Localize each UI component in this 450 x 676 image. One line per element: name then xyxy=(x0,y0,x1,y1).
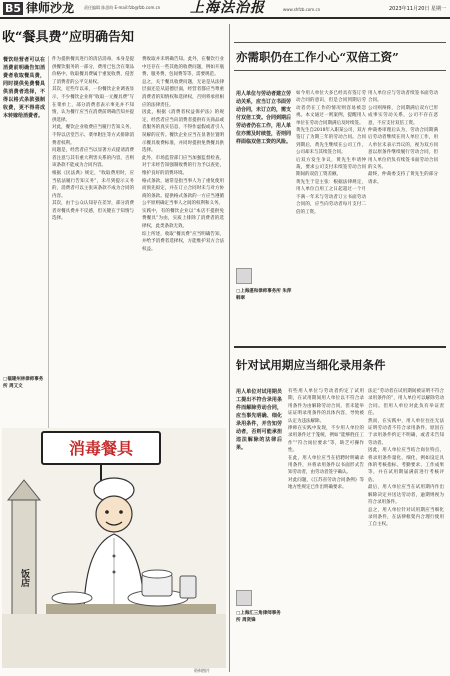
newspaper-name: 上海法治报 xyxy=(190,0,265,16)
article2-column-2: 用人单位应与劳动者续签书面劳动合同。 公司则辩称，合同期满后双方已形成事实劳动关系，公司不存在恶意，不应支付双倍工资。 仲裁委审理后认为，劳动合同期满后劳动者继续在用人单位工作，用人单位未表示异议的，视为双方同意以原条件继续履行劳动合同，但用人单位仍负有续签书面劳动合同的义务。 最终，仲裁委支持了黄先生的部分请求。 xyxy=(368,91,438,185)
editor-info: 责任编辑 陈思昀 E-mail:fzb@fzb.com.cn xyxy=(84,5,161,10)
sign-text: 消毒餐具 xyxy=(68,439,134,458)
article3-byline: □上海汇三角律师事务所 周贤锋 xyxy=(236,611,281,623)
article3-lead: 用人单位对试用期员工提出不符合录用条件而解除劳动合同，应当事先明确、细化录用条件，并告知劳动者，否则可能承担违法解除的法律后果。 xyxy=(236,389,282,451)
lead-divider xyxy=(48,56,49,428)
article1-column-1: 件为提供餐具进行的清洁消毒，本身是提供餐饮服务的一部分，费用已包含在菜品价格中。收取餐具费属于重复收费，侵害了消费者的公平交易权。 其次，近些年以来，一份餐饮企业调查显示，不少餐饮企业将“收取一元餐具费”写在菜单上，部分消费者表示事先并不知情，认为餐厅应当在消费前明确告知并提供选择。 对此，餐饮企业收费应当履行告知义务，不得以店堂告示、菜单附注等方式排除消费者权利。 问题是，经营者应当以显著方式提请消费者注意与其有重大利害关系的内容，否则该条款不能成为合同内容。 根据《民法典》规定，“收取费用时，应当依法履行告知义务”，未尽到提示义务的，消费者可以主张该条款不成为合同的内容。 其次，由于公众认知存在差异，部分消费者对餐具费并不反感，但关键在于知情与选择。 xyxy=(52,57,134,222)
article2-column-1: 如今用人单位大多已经具有签订劳动合同的意识，但是合同到期后劳动者仍在工作的情况则容易被忽视。本文通过一则案例，提醒用人单位在劳动合同期满后及时续签。 黄先生自2018年入职某公司，双方签订了为期三年的劳动合同。合同到期后，黄先生继续在公司工作，公司却未与其续签合同。 后双方发生争议，黄先生申请仲裁，要求公司支付未续签劳动合同期间的双倍工资差额。 黄先生于是主张：根据法律规定，用人单位自用工之日起超过一个月不满一年未与劳动者订立书面劳动合同的，应当向劳动者每月支付二倍的工资。 xyxy=(296,91,366,215)
article1-column-2: 费收取并未明确告知。此外，在餐饮行业中还存在一些其他的收费问题，例如开瓶费、服务费、包间费等等，需要规范。 总之，关于餐具收费问题，无论是从法律层面还是从道德层面，经营者都应当尊重消费者的知情权和选择权，否则将承担相应的法律责任。 因此，根据《消费者权益保护法》的规定，经营者应当向消费者提供有关商品或者服务的真实信息，不得作虚假或者引人误解的宣传。餐饮企业应当在显著位置明示餐具收费标准，并同时提供免费餐具供选择。 此外，市场监管部门应当加强监督检查，对于未经告知强制收费的行为予以查处，维护良好的消费环境。 格式条款，通常是指当事人为了重复使用而预先拟定，并在订立合同时未与对方协商的条款。提供格式条款的一方应当遵循公平原则确定当事人之间的权利和义务。 实践中，有的餐饮企业以“本店不提供免费餐具”为由，实质上排除了消费者的选择权，此类条款无效。 综上所述，收取“餐具费”应当明确告知，并给予消费者选择权，方能维护双方合法权益。 xyxy=(142,57,224,252)
article3-column-2: 法定“劳动者在试用期间被证明不符合录用条件的”，用人单位可以解除劳动合同。但用人单位对此负有举证责任。 然而，在实践中，用人单位往往无法证明劳动者不符合录用条件，原因在于录用条件约定不明确，或者未告知劳动者。 因此，用人单位应当结合岗位特点，将录用条件量化、细化，例如设定具体的考核指标、考勤要求、工作成果等，并在试用期届满前进行考核评估。 最后，用人单位应当在试用期内作出解除决定并送达劳动者，逾期则视为符合录用条件。 总之，用人单位针对试用期应当细化录用条件，在法律框架内合理行使用工自主权。 xyxy=(368,389,444,528)
restaurant-illustration xyxy=(2,428,226,668)
image-credit: 资料图片 xyxy=(194,668,210,673)
article2-byline: □上海湛和律师事务所 朱萍 韩翠 xyxy=(236,289,292,301)
column-divider xyxy=(229,24,230,672)
page-header xyxy=(0,0,450,19)
article1-lead: 餐饮经营者可以在消费前明确告知消费者收取餐具费，同时提供免费餐具供消费者选择，不得以格式条款强制收费，更不得将成本转嫁给消费者。 xyxy=(3,57,45,119)
article3-column-1: 有些用人单位与劳动者约定了试用期，在试用期间用人单位以不符合录用条件为由解除劳动合同，但未能举证证明录用条件的具体内容，导致被认定为违法解除。 律师在实践中发现，不少用人单位的录用条件过于笼统，例如“能够胜任工作”“符合岗位要求”等，缺乏可操作性。 在此，用人单位应当在招聘时明确录用条件，并将录用条件以书面形式告知劳动者，由劳动者签字确认。 对此问题，《江苏省劳动合同条例》等地方性规定已作出明确要求。 xyxy=(288,389,364,491)
author-avatar xyxy=(236,590,252,606)
article2-title-rule xyxy=(234,70,446,71)
restaurant-label: 饭店 xyxy=(19,569,29,587)
website-url: www.shfzb.com.cn xyxy=(283,7,321,12)
article3-title: 针对试用期应当细化录用条件 xyxy=(236,358,386,372)
restaurant-building xyxy=(8,480,40,628)
article2-title: 亦需职仍在工作小心“双倍工资” xyxy=(236,50,399,64)
article1-byline: □福建州林律师事务所 周又文 xyxy=(3,377,44,389)
article2-top-rule xyxy=(234,42,446,43)
page-number: B5 xyxy=(5,2,22,15)
article-separator xyxy=(234,346,446,348)
author-avatar xyxy=(236,268,252,284)
issue-date: 2023年11月20日 星期一 xyxy=(388,6,446,12)
article1-title: 收“餐具费”应明确告知 xyxy=(2,30,134,45)
article2-lead: 用人单位与劳动者建立劳动关系，应当订立书面劳动合同，未订立的，需支付双倍工资。合同到期后劳动者仍在工作，用人单位亦需及时续签，否则同样面临双倍工资的风险。 xyxy=(236,91,291,145)
section-title: 律师沙龙 xyxy=(26,1,75,15)
